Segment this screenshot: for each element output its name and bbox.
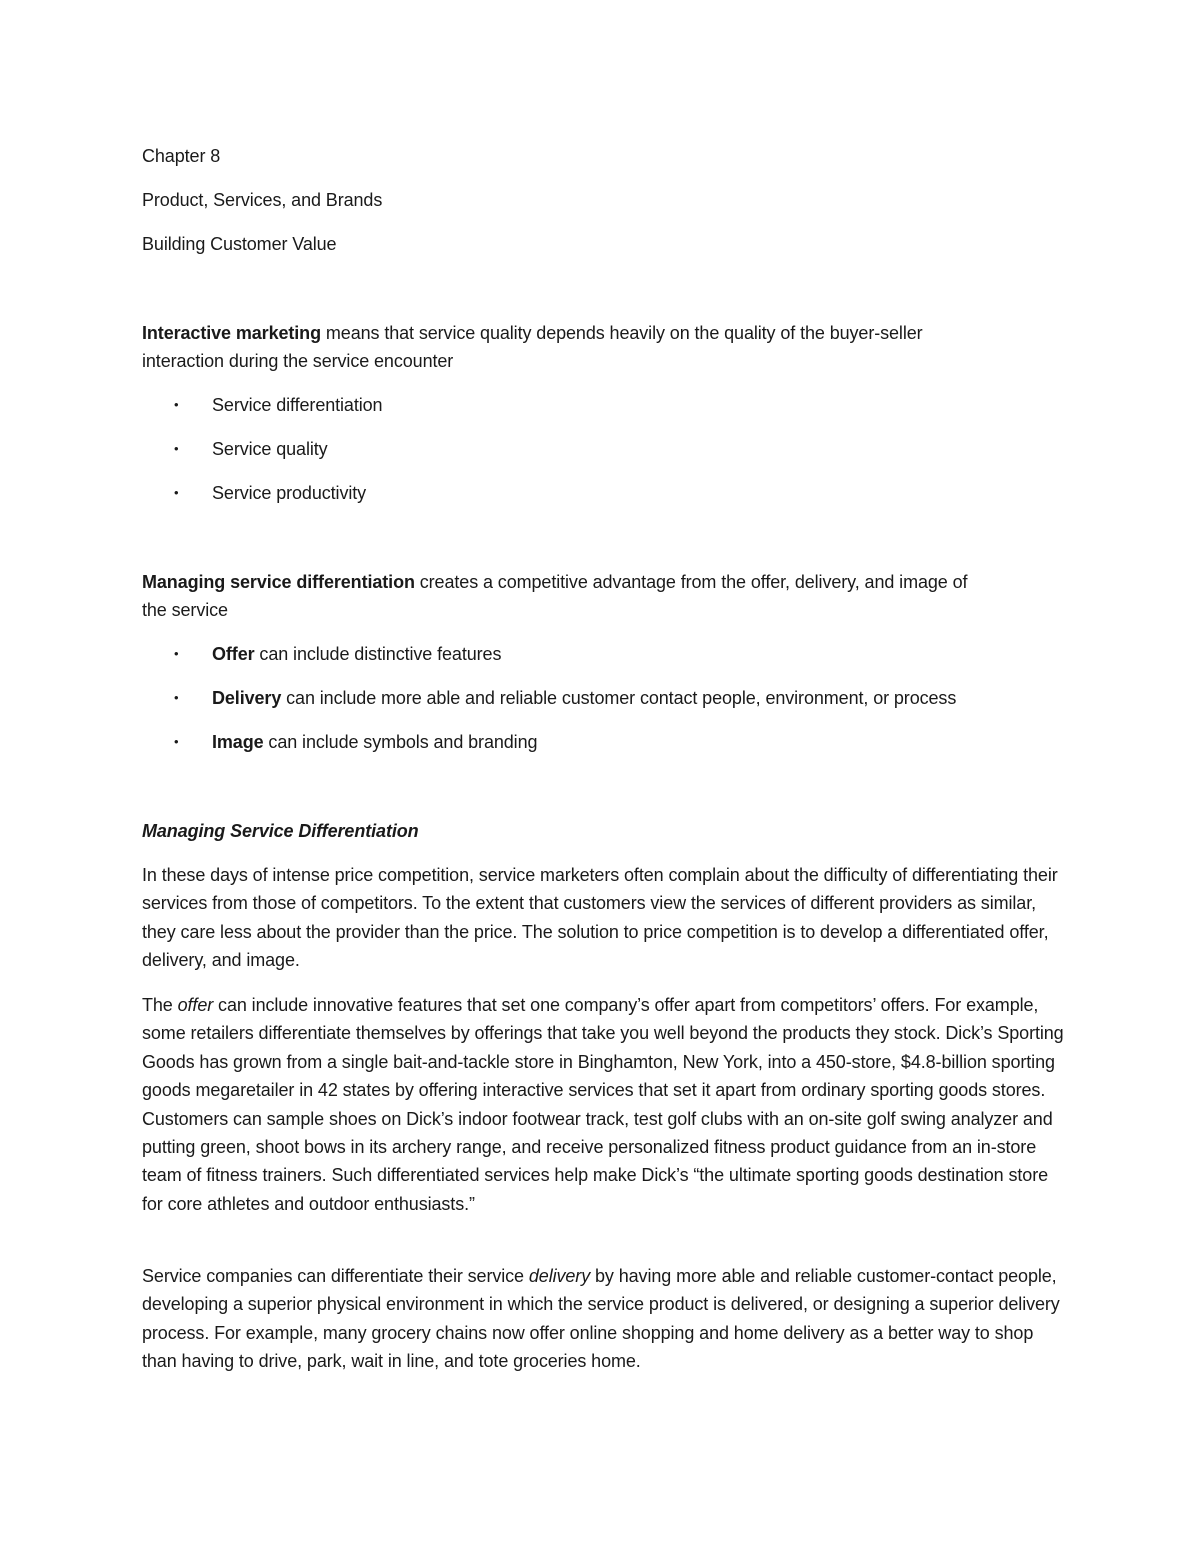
paragraph-offer-body: can include innovative features that set one company’s offer apart from competitors’ offers. For example, some retailers differentiate themselves by offerings that take you well beyond the products they stock. Dick’s Sporting Goods has grown from a single bait-and-tackle store in Binghamton, New York, into a 450-store, $4.8-billion sporting goods megaretailer in 42 states by offering interactive services that set it apart from ordinary sporting goods stores. Customers can sample shoes on Dick’s indoor footwear track, test golf clubs with an on-site golf swing analyzer and putting green, shoot bows in its archery range, and receive personalized fitness product guidance from an in-store team of fitness trainers. Such differentiated services help make Dick’s “the ultimate sporting goods destination store for core athletes and outdoor enthusiasts.” [142,995,1064,1214]
bullet-offer-text: can include distinctive features [254,644,502,664]
interactive-marketing-line-2: interaction during the service encounter [142,351,454,371]
interactive-marketing-line-1 [142,321,923,345]
managing-differentiation-term: Managing service differentiation [142,572,415,592]
bullet-icon: • [174,397,179,412]
bullet-service-differentiation: Service differentiation [212,395,383,415]
document-title: Product, Services, and Brands [142,190,383,210]
bullet-icon: • [174,690,179,705]
paragraph-offer-italic: offer [177,995,214,1015]
managing-differentiation-line-1 [142,570,967,594]
bullet-service-quality: Service quality [212,439,328,459]
chapter-label: Chapter 8 [142,146,221,166]
paragraph-price-competition: In these days of intense price competition, service marketers often complain about the difficulty of differentiating their services from those of competitors. To the extent that customers view the services of different providers as similar, they care less about the provider than the price. The solution to price competition is to develop a differentiated offer, delivery, and image. [142,865,1058,971]
bullet-icon: • [174,734,179,749]
interactive-marketing-term: Interactive marketing [142,323,321,343]
section-heading [142,819,419,843]
bullet-offer-term: Offer [212,644,255,664]
bullet-icon: • [174,485,179,500]
bullet-delivery-term: Delivery [212,688,282,708]
bullet-icon: • [174,646,179,661]
bullet-offer [212,642,501,666]
section-heading-text: Managing Service Differentiation [142,821,419,841]
bullet-delivery-text: can include more able and reliable customer contact people, environment, or process [281,688,957,708]
interactive-marketing-definition: means that service quality depends heavily on the quality of the buyer-seller [320,323,923,343]
document-subtitle: Building Customer Value [142,234,337,254]
paragraph-delivery-italic: delivery [528,1266,591,1286]
bullet-delivery [212,686,956,710]
bullet-icon: • [174,441,179,456]
bullet-service-productivity: Service productivity [212,483,367,503]
bullet-image-text: can include symbols and branding [263,732,538,752]
paragraph-delivery-body: by having more able and reliable customer-contact people, developing a superior physical environment in which the service product is delivered, or designing a superior delivery process. For example, many grocery chains now offer online shopping and home delivery as a better way to shop than having to drive, park, wait in line, and tote groceries home. [142,1266,1060,1372]
paragraph-offer [142,991,1072,1218]
managing-differentiation-line-2: the service [142,600,228,620]
bullet-image [212,730,537,754]
bullet-image-term: Image [212,732,264,752]
paragraph-delivery [142,1262,1072,1376]
managing-differentiation-definition: creates a competitive advantage from the offer, delivery, and image of [414,572,968,592]
paragraph-delivery-lead: Service companies can differentiate their service [142,1266,529,1286]
paragraph-offer-lead: The [142,995,178,1015]
